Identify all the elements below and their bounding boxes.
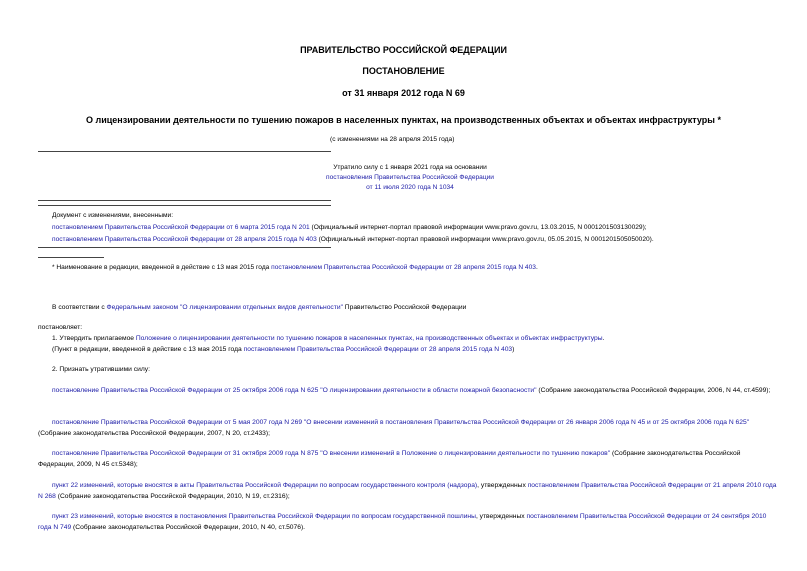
preamble: В соответствии с Федеральным законом "О лицензировании отдельных видов деятельности" Правительство Российской Федерации [52, 304, 467, 311]
expired-text: Утратило силу с 1 января 2021 года на основании [333, 164, 487, 171]
clause-1: 1. Утвердить прилагаемое Положение о лицензировании деятельности по тушению пожаров в населенных пунктах, на производственных объектах и объектах инфраструктуры. [52, 335, 605, 342]
divider-line [38, 205, 331, 206]
amended-note: (с изменениями на 28 апреля 2015 года) [330, 136, 455, 143]
change-item [52, 223, 792, 233]
repealed-link[interactable]: постановлением Правительства Российской Федерации от 24 сентября 2010 года N 749 [38, 513, 767, 531]
regulation-link[interactable]: Положение о лицензировании деятельности по тушению пожаров в населенных пунктах, на производственных объектах и объектах инфраструктуры [135, 335, 603, 342]
divider-line [38, 247, 331, 248]
repealed-item: пункт 22 изменений, которые вносятся в акты Правительства Российской Федерации по вопросам государственного контроля (надзора), утвержденных постановлением Правительства Российской Федерации от 21 апреля 2010 года N 268 (Собрание законодательства Российской Федерации, 2010, N 19, ст.2316); [38, 482, 777, 500]
resolves-text: постановляет: [38, 324, 83, 331]
expired-link-1[interactable]: постановления Правительства Российской Федерации [326, 174, 494, 181]
clause-1-note: (Пункт в редакции, введенной в действие с 13 мая 2015 года постановлением Правительства Российской Федерации от 28 апреля 2015 года N 403) [52, 346, 515, 353]
change-text: (Официальный интернет-портал правовой информации www.pravo.gov.ru, 13.03.2015, N 0001201503130029); [309, 224, 647, 231]
repealed-link[interactable]: постановление Правительства Российской Федерации от 5 мая 2007 года N 269 "О внесении изменений в постановления Правительства Российской Федерации от 26 января 2006 года N 45 и от 25 октября 2006 года N 625" [52, 419, 750, 426]
repealed-item: постановление Правительства Российской Федерации от 25 октября 2006 года N 625 "О лицензировании деятельности в области пожарной безопасности" (Собрание законодательства Российской Федерации, 2006, N 44, ст.4599); [52, 387, 771, 394]
clause-2: 2. Признать утратившими силу: [52, 366, 150, 373]
federal-law-link[interactable]: Федеральным законом "О лицензировании отдельных видов деятельности" [106, 304, 343, 311]
repealed-link[interactable]: постановление Правительства Российской Федерации от 31 октября 2009 года N 875 "О внесении изменений в Положение о лицензировании деятельности по тушению пожаров" [52, 450, 611, 457]
amendment-link[interactable]: постановлением Правительства Российской Федерации от 28 апреля 2015 года N 403 [243, 346, 513, 353]
repealed-link[interactable]: пункт 22 изменений, которые вносятся в акты Правительства Российской Федерации по вопросам государственного контроля (надзора) [52, 482, 478, 489]
change-item [52, 235, 792, 245]
repealed-link[interactable]: пункт 23 изменений, которые вносятся в постановления Правительства Российской Федерации по вопросам государственной пошлины [52, 513, 476, 520]
repealed-item: постановление Правительства Российской Федерации от 31 октября 2009 года N 875 "О внесении изменений в Положение о лицензировании деятельности по тушению пожаров" (Собрание законодательства Российской Федерации, 2009, N 45 ст.5348); [38, 450, 741, 468]
footnote-text: * Наименование в редакции, введенной в действие с 13 мая 2015 года [52, 264, 272, 271]
repealed-link[interactable]: постановлением Правительства Российской Федерации от 21 апреля 2010 года N 268 [38, 482, 777, 500]
divider-line [38, 200, 331, 201]
divider-line [38, 151, 331, 152]
expired-link-2[interactable]: от 11 июля 2020 года N 1034 [366, 184, 454, 191]
footnote-link[interactable]: постановлением Правительства Российской Федерации от 28 апреля 2015 года N 403 [271, 264, 536, 271]
header-date: от 31 января 2012 года N 69 [342, 88, 465, 98]
header-organization: ПРАВИТЕЛЬСТВО РОССИЙСКОЙ ФЕДЕРАЦИИ [300, 45, 507, 55]
change-link[interactable]: постановлением Правительства Российской Федерации от 28 апреля 2015 года N 403 [52, 236, 317, 243]
repealed-item: пункт 23 изменений, которые вносятся в постановления Правительства Российской Федерации по вопросам государственной пошлины, утвержденных постановлением Правительства Российской Федерации от 24 сентября 2010 года N 749 (Собрание законодательства Российской Федерации, 2010, N 40, ст.5076). [38, 513, 767, 531]
expired-block [290, 163, 530, 193]
document-title: О лицензировании деятельности по тушению пожаров в населенных пунктах, на производственных объектах и объектах инфраструктуры * [86, 115, 721, 125]
repealed-item: постановление Правительства Российской Федерации от 5 мая 2007 года N 269 "О внесении изменений в постановления Правительства Российской Федерации от 26 января 2006 года N 45 и от 25 октября 2006 года N 625" (Собрание законодательства Российской Федерации, 2007, N 20, ст.2433); [38, 419, 750, 437]
changes-intro: Документ с изменениями, внесенными: [52, 212, 174, 219]
repealed-link[interactable]: постановление Правительства Российской Федерации от 25 октября 2006 года N 625 "О лицензировании деятельности в области пожарной безопасности" [52, 387, 537, 394]
footnote: * Наименование в редакции, введенной в действие с 13 мая 2015 года постановлением Правительства Российской Федерации от 28 апреля 2015 года N 403. [52, 264, 538, 271]
change-text: (Официальный интернет-портал правовой информации www.pravo.gov.ru, 05.05.2015, N 0001201505050020). [316, 236, 654, 243]
header-doc-type: ПОСТАНОВЛЕНИЕ [362, 66, 445, 76]
footnote-divider [38, 257, 104, 258]
change-link[interactable]: постановлением Правительства Российской Федерации от 6 марта 2015 года N 201 [52, 224, 310, 231]
